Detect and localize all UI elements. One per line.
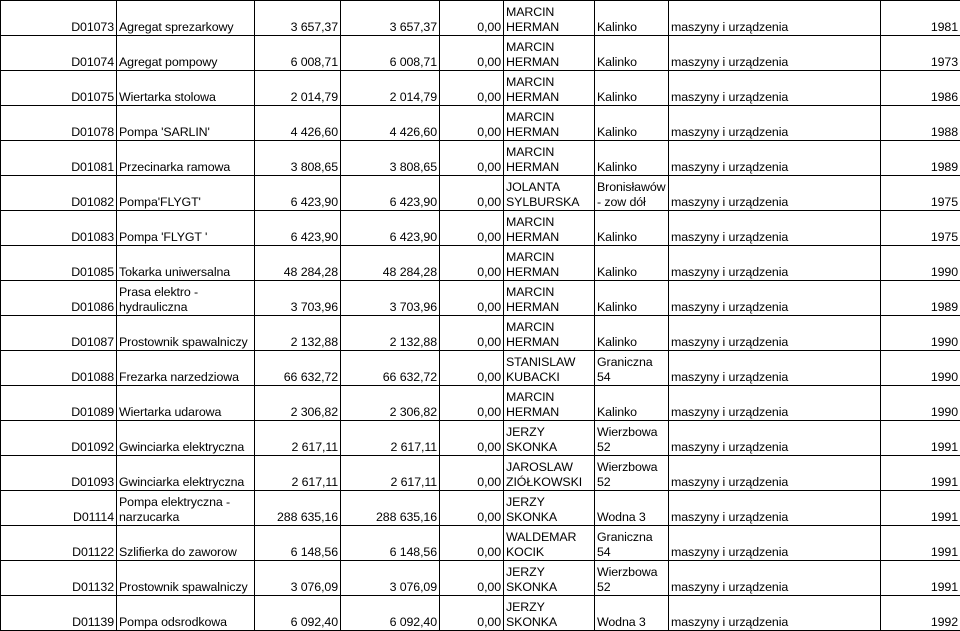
responsible-person-cell: MARCIN HERMAN — [504, 36, 595, 71]
asset-id-cell: D01081 — [1, 141, 117, 176]
asset-id-cell: D01132 — [1, 561, 117, 596]
asset-name-cell: Prasa elektro - hydrauliczna — [117, 281, 255, 316]
location-cell: Wierzbowa 52 — [595, 561, 669, 596]
net-value-cell: 0,00 — [440, 281, 504, 316]
year-cell: 1991 — [881, 526, 960, 561]
asset-name-cell: Wiertarka stolowa — [117, 71, 255, 106]
initial-value-cell: 3 808,65 — [255, 141, 341, 176]
year-cell: 1981 — [881, 1, 960, 36]
depreciation-value-cell: 2 014,79 — [341, 71, 440, 106]
depreciation-value-cell: 2 617,11 — [341, 421, 440, 456]
asset-id-cell: D01089 — [1, 386, 117, 421]
location-cell: Kalinko — [595, 106, 669, 141]
asset-name-cell: Pompa 'FLYGT ' — [117, 211, 255, 246]
asset-name-cell: Przecinarka ramowa — [117, 141, 255, 176]
initial-value-cell: 3 076,09 — [255, 561, 341, 596]
asset-name-cell: Agregat sprezarkowy — [117, 1, 255, 36]
year-cell: 1991 — [881, 491, 960, 526]
table-row — [1, 176, 960, 211]
year-cell: 1991 — [881, 561, 960, 596]
net-value-cell: 0,00 — [440, 596, 504, 631]
asset-name-cell: Pompa'FLYGT' — [117, 176, 255, 211]
location-cell: Bronisławów - zow dół — [595, 176, 669, 211]
table-row — [1, 281, 960, 316]
category-cell: maszyny i urządzenia — [669, 141, 881, 176]
year-cell: 1991 — [881, 421, 960, 456]
asset-id-cell: D01087 — [1, 316, 117, 351]
location-cell: Kalinko — [595, 1, 669, 36]
year-cell: 1986 — [881, 71, 960, 106]
location-cell: Kalinko — [595, 36, 669, 71]
depreciation-value-cell: 3 076,09 — [341, 561, 440, 596]
year-cell: 1989 — [881, 281, 960, 316]
initial-value-cell: 6 423,90 — [255, 176, 341, 211]
initial-value-cell: 2 617,11 — [255, 421, 341, 456]
category-cell: maszyny i urządzenia — [669, 36, 881, 71]
category-cell: maszyny i urządzenia — [669, 596, 881, 631]
asset-name-cell: Pompa odsrodkowa — [117, 596, 255, 631]
initial-value-cell: 3 657,37 — [255, 1, 341, 36]
year-cell: 1992 — [881, 596, 960, 631]
initial-value-cell: 2 014,79 — [255, 71, 341, 106]
table-row — [1, 596, 960, 631]
table-row — [1, 246, 960, 281]
responsible-person-cell: JOLANTA SYLBURSKA — [504, 176, 595, 211]
responsible-person-cell: WALDEMAR KOCIK — [504, 526, 595, 561]
year-cell: 1975 — [881, 211, 960, 246]
depreciation-value-cell: 6 423,90 — [341, 211, 440, 246]
net-value-cell: 0,00 — [440, 141, 504, 176]
initial-value-cell: 6 092,40 — [255, 596, 341, 631]
asset-name-cell: Pompa 'SARLIN' — [117, 106, 255, 141]
location-cell: Graniczna 54 — [595, 526, 669, 561]
depreciation-value-cell: 2 132,88 — [341, 316, 440, 351]
depreciation-value-cell: 48 284,28 — [341, 246, 440, 281]
net-value-cell: 0,00 — [440, 176, 504, 211]
initial-value-cell: 3 703,96 — [255, 281, 341, 316]
net-value-cell: 0,00 — [440, 246, 504, 281]
location-cell: Wierzbowa 52 — [595, 456, 669, 491]
table-row — [1, 211, 960, 246]
table-row — [1, 561, 960, 596]
depreciation-value-cell: 2 617,11 — [341, 456, 440, 491]
asset-name-cell: Gwinciarka elektryczna — [117, 421, 255, 456]
asset-id-cell: D01092 — [1, 421, 117, 456]
table-row — [1, 36, 960, 71]
category-cell: maszyny i urządzenia — [669, 456, 881, 491]
location-cell: Wodna 3 — [595, 491, 669, 526]
responsible-person-cell: JERZY SKONKA — [504, 491, 595, 526]
location-cell: Graniczna 54 — [595, 351, 669, 386]
depreciation-value-cell: 4 426,60 — [341, 106, 440, 141]
category-cell: maszyny i urządzenia — [669, 71, 881, 106]
category-cell: maszyny i urządzenia — [669, 386, 881, 421]
asset-id-cell: D01085 — [1, 246, 117, 281]
initial-value-cell: 288 635,16 — [255, 491, 341, 526]
initial-value-cell: 66 632,72 — [255, 351, 341, 386]
initial-value-cell: 2 132,88 — [255, 316, 341, 351]
net-value-cell: 0,00 — [440, 71, 504, 106]
asset-id-cell: D01122 — [1, 526, 117, 561]
location-cell: Kalinko — [595, 141, 669, 176]
responsible-person-cell: MARCIN HERMAN — [504, 141, 595, 176]
depreciation-value-cell: 288 635,16 — [341, 491, 440, 526]
responsible-person-cell: JAROSLAW ZIÓŁKOWSKI — [504, 456, 595, 491]
net-value-cell: 0,00 — [440, 351, 504, 386]
year-cell: 1975 — [881, 176, 960, 211]
net-value-cell: 0,00 — [440, 491, 504, 526]
responsible-person-cell: MARCIN HERMAN — [504, 106, 595, 141]
table-row — [1, 526, 960, 561]
asset-id-cell: D01086 — [1, 281, 117, 316]
asset-id-cell: D01073 — [1, 1, 117, 36]
category-cell: maszyny i urządzenia — [669, 211, 881, 246]
category-cell: maszyny i urządzenia — [669, 1, 881, 36]
depreciation-value-cell: 6 092,40 — [341, 596, 440, 631]
category-cell: maszyny i urządzenia — [669, 561, 881, 596]
asset-name-cell: Agregat pompowy — [117, 36, 255, 71]
category-cell: maszyny i urządzenia — [669, 106, 881, 141]
depreciation-value-cell: 6 148,56 — [341, 526, 440, 561]
category-cell: maszyny i urządzenia — [669, 316, 881, 351]
asset-name-cell: Wiertarka udarowa — [117, 386, 255, 421]
category-cell: maszyny i urządzenia — [669, 421, 881, 456]
location-cell: Kalinko — [595, 316, 669, 351]
initial-value-cell: 6 423,90 — [255, 211, 341, 246]
year-cell: 1990 — [881, 386, 960, 421]
net-value-cell: 0,00 — [440, 36, 504, 71]
net-value-cell: 0,00 — [440, 1, 504, 36]
location-cell: Kalinko — [595, 211, 669, 246]
asset-name-cell: Frezarka narzedziowa — [117, 351, 255, 386]
responsible-person-cell: MARCIN HERMAN — [504, 1, 595, 36]
responsible-person-cell: JERZY SKONKA — [504, 421, 595, 456]
location-cell: Kalinko — [595, 386, 669, 421]
table-row — [1, 106, 960, 141]
asset-id-cell: D01075 — [1, 71, 117, 106]
asset-name-cell: Szlifierka do zaworow — [117, 526, 255, 561]
net-value-cell: 0,00 — [440, 106, 504, 141]
location-cell: Kalinko — [595, 71, 669, 106]
year-cell: 1990 — [881, 316, 960, 351]
year-cell: 1990 — [881, 351, 960, 386]
asset-id-cell: D01114 — [1, 491, 117, 526]
net-value-cell: 0,00 — [440, 561, 504, 596]
responsible-person-cell: STANISLAW KUBACKI — [504, 351, 595, 386]
initial-value-cell: 6 008,71 — [255, 36, 341, 71]
depreciation-value-cell: 66 632,72 — [341, 351, 440, 386]
table-row — [1, 456, 960, 491]
asset-id-cell: D01088 — [1, 351, 117, 386]
table-row — [1, 351, 960, 386]
net-value-cell: 0,00 — [440, 211, 504, 246]
location-cell: Kalinko — [595, 246, 669, 281]
net-value-cell: 0,00 — [440, 386, 504, 421]
asset-name-cell: Pompa elektryczna - narzucarka — [117, 491, 255, 526]
table-row — [1, 1, 960, 36]
category-cell: maszyny i urządzenia — [669, 491, 881, 526]
table-row — [1, 71, 960, 106]
asset-id-cell: D01139 — [1, 596, 117, 631]
category-cell: maszyny i urządzenia — [669, 246, 881, 281]
table-row — [1, 421, 960, 456]
location-cell: Wierzbowa 52 — [595, 421, 669, 456]
responsible-person-cell: MARCIN HERMAN — [504, 386, 595, 421]
year-cell: 1989 — [881, 141, 960, 176]
category-cell: maszyny i urządzenia — [669, 176, 881, 211]
location-cell: Wodna 3 — [595, 596, 669, 631]
table-row — [1, 491, 960, 526]
responsible-person-cell: MARCIN HERMAN — [504, 281, 595, 316]
responsible-person-cell: MARCIN HERMAN — [504, 246, 595, 281]
net-value-cell: 0,00 — [440, 456, 504, 491]
responsible-person-cell: MARCIN HERMAN — [504, 316, 595, 351]
table-body — [1, 1, 960, 631]
category-cell: maszyny i urządzenia — [669, 281, 881, 316]
location-cell: Kalinko — [595, 281, 669, 316]
net-value-cell: 0,00 — [440, 316, 504, 351]
depreciation-value-cell: 3 703,96 — [341, 281, 440, 316]
asset-id-cell: D01078 — [1, 106, 117, 141]
year-cell: 1990 — [881, 246, 960, 281]
responsible-person-cell: JERZY SKONKA — [504, 561, 595, 596]
table-row — [1, 316, 960, 351]
depreciation-value-cell: 6 423,90 — [341, 176, 440, 211]
depreciation-value-cell: 6 008,71 — [341, 36, 440, 71]
table-row — [1, 141, 960, 176]
table-row — [1, 386, 960, 421]
year-cell: 1988 — [881, 106, 960, 141]
asset-name-cell: Tokarka uniwersalna — [117, 246, 255, 281]
asset-name-cell: Prostownik spawalniczy — [117, 316, 255, 351]
depreciation-value-cell: 3 657,37 — [341, 1, 440, 36]
asset-name-cell: Gwinciarka elektryczna — [117, 456, 255, 491]
responsible-person-cell: MARCIN HERMAN — [504, 211, 595, 246]
asset-id-cell: D01093 — [1, 456, 117, 491]
asset-id-cell: D01074 — [1, 36, 117, 71]
category-cell: maszyny i urządzenia — [669, 526, 881, 561]
asset-id-cell: D01083 — [1, 211, 117, 246]
asset-name-cell: Prostownik spawalniczy — [117, 561, 255, 596]
responsible-person-cell: JERZY SKONKA — [504, 596, 595, 631]
year-cell: 1991 — [881, 456, 960, 491]
initial-value-cell: 2 617,11 — [255, 456, 341, 491]
depreciation-value-cell: 2 306,82 — [341, 386, 440, 421]
responsible-person-cell: MARCIN HERMAN — [504, 71, 595, 106]
initial-value-cell: 6 148,56 — [255, 526, 341, 561]
net-value-cell: 0,00 — [440, 526, 504, 561]
initial-value-cell: 4 426,60 — [255, 106, 341, 141]
net-value-cell: 0,00 — [440, 421, 504, 456]
asset-id-cell: D01082 — [1, 176, 117, 211]
initial-value-cell: 2 306,82 — [255, 386, 341, 421]
year-cell: 1973 — [881, 36, 960, 71]
category-cell: maszyny i urządzenia — [669, 351, 881, 386]
depreciation-value-cell: 3 808,65 — [341, 141, 440, 176]
initial-value-cell: 48 284,28 — [255, 246, 341, 281]
